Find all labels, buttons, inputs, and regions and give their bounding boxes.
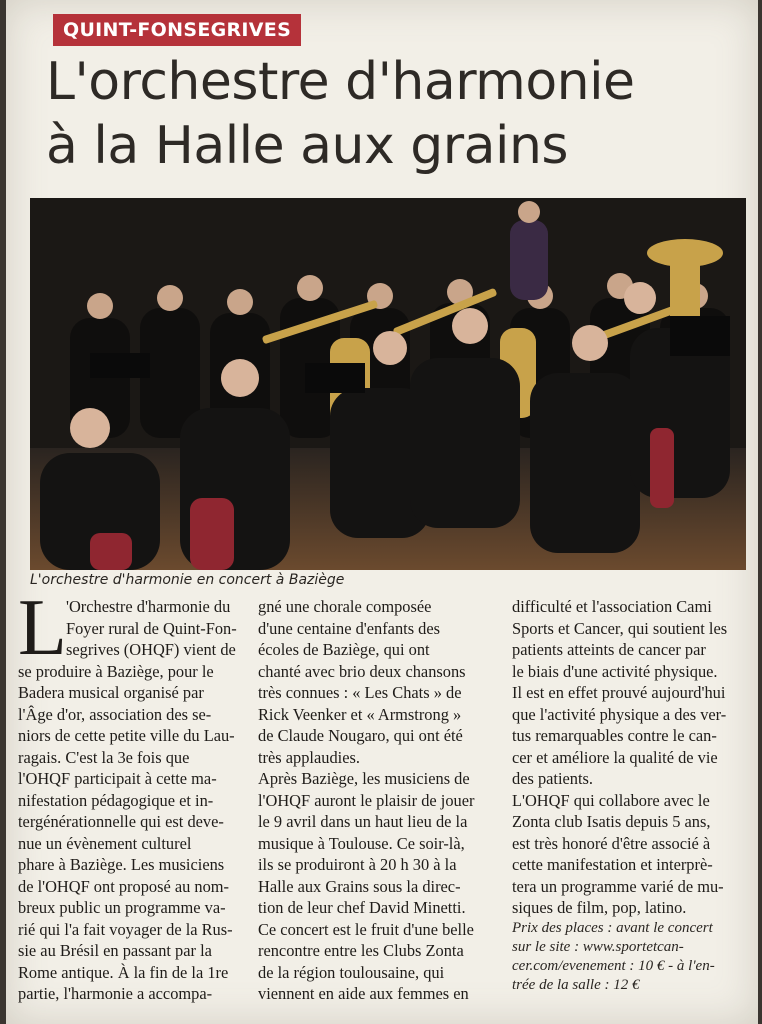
text-line: nue un évènement culturel xyxy=(18,833,192,853)
ticket-info-line: cer.com/evenement : 10 € - à l'en- xyxy=(512,957,715,974)
text-line: Zonta club Isatis depuis 5 ans, xyxy=(512,812,711,831)
photo-caption: L'orchestre d'harmonie en concert à Baziège xyxy=(30,572,345,588)
text-line: segrives (OHQF) vient de xyxy=(66,640,236,659)
text-line: Badera musical organisé par xyxy=(18,683,204,702)
text-line: le 9 avril dans un haut lieu de la xyxy=(258,812,468,831)
text-line: Halle aux Grains sous la direc- xyxy=(258,876,461,896)
headline xyxy=(46,50,746,178)
text-line: l'OHQF participait à cette ma- xyxy=(18,769,217,788)
text-line: gné une chorale composée xyxy=(258,597,432,616)
text-line: tion de leur chef David Minetti. xyxy=(258,898,466,917)
text-line: se produire à Baziège, pour le xyxy=(18,661,214,681)
text-line: cer et améliore la qualité de vie xyxy=(512,747,718,767)
text-line: tergénérationnelle qui est deve- xyxy=(18,812,224,831)
text-line: tera un programme varié de mu- xyxy=(512,876,724,896)
article-column-1 xyxy=(18,584,250,1024)
text-line: de Claude Nougaro, qui ont été xyxy=(258,726,463,745)
text-line: Rick Veenker et « Armstrong » xyxy=(258,704,462,724)
text-line: Sports et Cancer, qui soutient les xyxy=(512,618,728,638)
text-line: le biais d'une activité physique. xyxy=(512,661,718,681)
text-line: rié qui l'a fait voyager de la Rus- xyxy=(18,919,233,939)
text-line: d'une centaine d'enfants des xyxy=(258,618,441,638)
text-line: que l'activité physique a des ver- xyxy=(512,704,727,724)
orchestra-photo xyxy=(30,198,746,570)
text-line: Après Baziège, les musiciens de xyxy=(258,769,470,788)
text-line: très applaudies. xyxy=(258,747,360,767)
text-line: rencontre entre les Clubs Zonta xyxy=(258,941,464,960)
text-line: nifestation pédagogique et in- xyxy=(18,790,214,810)
text-line: Foyer rural de Quint-Fon- xyxy=(66,618,237,638)
text-line: cette manifestation et interprè- xyxy=(512,855,713,874)
text-line: musique à Toulouse. Ce soir-là, xyxy=(258,833,465,853)
headline-line-1: L'orchestre d'harmonie xyxy=(46,52,635,112)
text-line: Il est en effet prouvé aujourd'hui xyxy=(512,683,726,702)
text-line: L'OHQF qui collabore avec le xyxy=(512,790,710,810)
text-line: Ce concert est le fruit d'une belle xyxy=(258,919,474,939)
text-line: ragais. C'est la 3e fois que xyxy=(18,747,190,767)
ticket-info-line: Prix des places : avant le concert xyxy=(512,919,713,936)
text-line: de la région toulousaine, qui xyxy=(258,962,445,982)
article-column-2 xyxy=(258,596,504,1024)
text-line: est très honoré d'être associé à xyxy=(512,833,711,853)
text-line: très connues : « Les Chats » de xyxy=(258,683,462,702)
text-line: chanté avec brio deux chansons xyxy=(258,661,466,681)
text-line: ils se produiront à 20 h 30 à la xyxy=(258,855,457,874)
text-line: de l'OHQF ont proposé au nom- xyxy=(18,876,229,896)
text-line: tus remarquables contre le can- xyxy=(512,726,717,745)
orchestra-photo-illustration xyxy=(30,198,746,570)
text-line: 'Orchestre d'harmonie du xyxy=(66,597,231,616)
ticket-info-line: trée de la salle : 12 € xyxy=(512,976,640,993)
text-line: breux public un programme va- xyxy=(18,898,226,917)
text-line: patients atteints de cancer par xyxy=(512,640,706,659)
ticket-info-line: sur le site : www.sportetcan- xyxy=(512,938,684,955)
text-line: viennent en aide aux femmes en xyxy=(258,984,469,1003)
text-line: l'Âge d'or, association des se- xyxy=(18,704,212,724)
text-line: Rome antique. À la fin de la 1re xyxy=(18,962,229,982)
text-line: phare à Baziège. Les musiciens xyxy=(18,855,225,874)
text-line: siques de film, pop, latino. xyxy=(512,898,687,917)
drop-cap: L xyxy=(18,584,67,672)
headline-line-2: à la Halle aux grains xyxy=(46,116,568,176)
text-line: sie au Brésil en passant par la xyxy=(18,941,212,960)
article-column-3 xyxy=(512,596,752,1024)
text-line: niors de cette petite ville du Lau- xyxy=(18,726,235,745)
text-line: des patients. xyxy=(512,769,594,788)
text-line: difficulté et l'association Cami xyxy=(512,597,712,616)
text-line: écoles de Baziège, qui ont xyxy=(258,640,430,659)
text-line: l'OHQF auront le plaisir de jouer xyxy=(258,790,475,810)
text-line: partie, l'harmonie a accompa- xyxy=(18,984,213,1003)
section-tag: QUINT-FONSEGRIVES xyxy=(53,14,301,46)
